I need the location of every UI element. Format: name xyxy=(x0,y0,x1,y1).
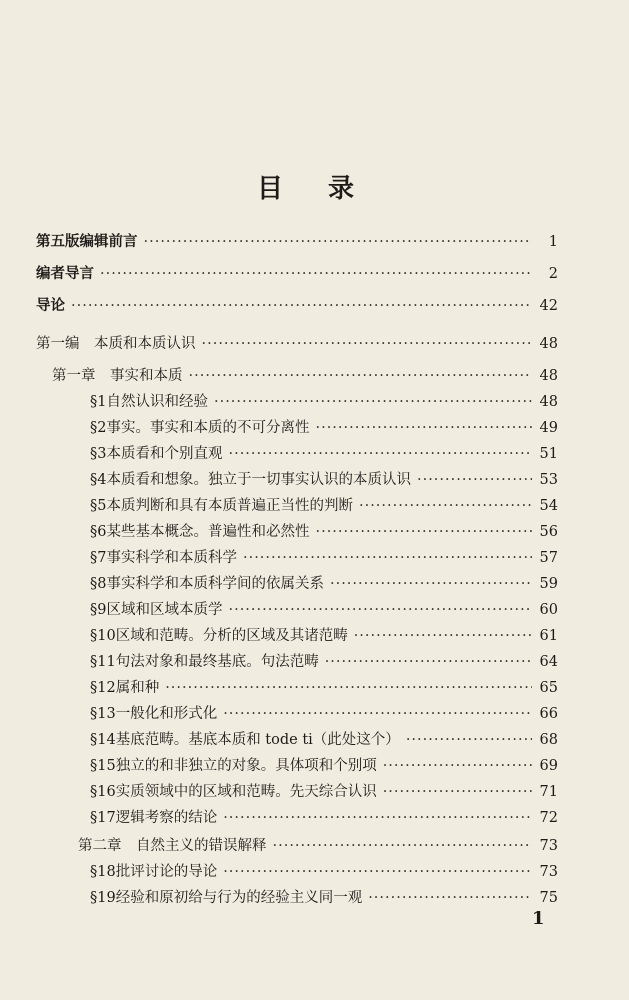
toc-page-number: 51 xyxy=(539,446,558,462)
toc-section xyxy=(90,652,558,672)
toc-entry-label: 事实科学和本质科学间的依属关系 xyxy=(106,576,324,592)
toc-section xyxy=(90,756,558,776)
toc-page-number: 75 xyxy=(539,890,558,906)
toc-entry xyxy=(36,264,558,284)
toc-entry-label: 导论 xyxy=(36,298,65,314)
toc-section xyxy=(90,548,558,568)
toc-entry-label: 自然认识和经验 xyxy=(106,394,208,410)
toc-page-number: 49 xyxy=(539,420,558,436)
toc-section-number: §11 xyxy=(90,654,116,670)
toc-entry-label: 句法对象和最终基底。句法范畴 xyxy=(115,654,319,670)
toc-entry-label: 区域和区域本质学 xyxy=(106,602,223,618)
toc-section xyxy=(90,704,558,724)
toc-page-number: 73 xyxy=(539,838,558,854)
toc-page-number: 48 xyxy=(539,368,558,384)
toc-section-number: §4 xyxy=(90,472,107,488)
toc-section-number: §15 xyxy=(90,758,116,774)
toc-section-number: §7 xyxy=(90,550,107,566)
toc-section xyxy=(90,626,558,646)
toc-section-number: §6 xyxy=(90,524,107,540)
toc-section-number: §19 xyxy=(90,890,116,906)
toc-entry-label: 独立的和非独立的对象。具体项和个别项 xyxy=(115,758,377,774)
toc-entry-label: 第五版编辑前言 xyxy=(36,234,138,250)
toc-entry-label: 事实。事实和本质的不可分离性 xyxy=(106,420,310,436)
toc-chapter-heading xyxy=(78,836,558,856)
toc-entry-label: 逻辑考察的结论 xyxy=(115,810,218,826)
toc-entry-label: 本质看和想象。独立于一切事实认识的本质认识 xyxy=(106,472,411,488)
toc-section xyxy=(90,574,558,594)
toc-section xyxy=(90,862,558,882)
toc-section xyxy=(90,730,558,750)
toc-section-number: §2 xyxy=(90,420,107,436)
toc-page-number: 64 xyxy=(539,654,558,670)
toc-section xyxy=(90,496,558,516)
toc-entry-label: 第一编 本质和本质认识 xyxy=(36,336,196,352)
page-number: 1 xyxy=(532,908,545,929)
toc-entry-label: 编者导言 xyxy=(36,266,94,282)
toc-page-number: 53 xyxy=(539,472,558,488)
toc-section-number: §10 xyxy=(90,628,116,644)
toc-entry-label: 第二章 自然主义的错误解释 xyxy=(78,838,267,854)
toc-page-number: 56 xyxy=(539,524,558,540)
toc-section xyxy=(90,600,558,620)
toc-entry-label: 一般化和形式化 xyxy=(115,706,218,722)
toc-entry xyxy=(36,232,558,252)
toc-entry xyxy=(36,296,558,316)
toc-page-number: 48 xyxy=(539,394,558,410)
toc-entry-label: 某些基本概念。普遍性和必然性 xyxy=(106,524,310,540)
toc-section xyxy=(90,678,558,698)
toc-page-number: 60 xyxy=(539,602,558,618)
toc-page-number: 71 xyxy=(539,784,558,800)
toc-entry-label: 基底范畴。基底本质和 tode ti（此处这个） xyxy=(115,732,400,748)
toc-page-number: 72 xyxy=(539,810,558,826)
toc-entry-label: 经验和原初给与行为的经验主义同一观 xyxy=(115,890,363,906)
toc-page-number: 65 xyxy=(539,680,558,696)
toc-entry-label: 实质领域中的区域和范畴。先天综合认识 xyxy=(115,784,377,800)
toc-entry-label: 事实科学和本质科学 xyxy=(106,550,237,566)
toc-section xyxy=(90,444,558,464)
toc-page-number: 59 xyxy=(539,576,558,592)
toc-page-number: 66 xyxy=(539,706,558,722)
toc-section xyxy=(90,392,558,412)
toc-section xyxy=(90,418,558,438)
toc-page-number: 57 xyxy=(539,550,558,566)
toc-page-number: 48 xyxy=(539,336,558,352)
toc-part-heading xyxy=(36,334,558,354)
toc-entry-label: 本质判断和具有本质普遍正当性的判断 xyxy=(106,498,353,514)
toc-page-number: 68 xyxy=(539,732,558,748)
toc-section-number: §8 xyxy=(90,576,107,592)
toc-section xyxy=(90,522,558,542)
toc-page-number: 73 xyxy=(539,864,558,880)
toc-page-number: 42 xyxy=(539,298,558,314)
toc-entry-label: 本质看和个别直观 xyxy=(106,446,223,462)
toc-section-number: §1 xyxy=(90,394,107,410)
toc-section xyxy=(90,782,558,802)
toc-entry-label: 批评讨论的导论 xyxy=(115,864,218,880)
page-title: 目 录 xyxy=(256,174,373,204)
toc-section xyxy=(90,808,558,828)
toc-section-number: §3 xyxy=(90,446,107,462)
toc-section xyxy=(90,470,558,490)
toc-page-number: 54 xyxy=(539,498,558,514)
toc-section-number: §18 xyxy=(90,864,116,880)
toc-section-number: §14 xyxy=(90,732,116,748)
toc-section-number: §12 xyxy=(90,680,116,696)
toc-section-number: §16 xyxy=(90,784,116,800)
toc-entry-label: 区域和范畴。分析的区域及其诸范畴 xyxy=(115,628,348,644)
toc-entry-label: 第一章 事实和本质 xyxy=(52,368,183,384)
toc-section xyxy=(90,888,558,908)
toc-page-number: 61 xyxy=(539,628,558,644)
toc-page-number: 69 xyxy=(539,758,558,774)
toc-section-number: §17 xyxy=(90,810,116,826)
toc-chapter-heading xyxy=(52,366,558,386)
toc-section-number: §5 xyxy=(90,498,107,514)
toc-section-number: §9 xyxy=(90,602,107,618)
toc-section-number: §13 xyxy=(90,706,116,722)
toc-page-number: 2 xyxy=(548,266,558,282)
toc-page-number: 1 xyxy=(548,234,558,250)
toc-entry-label: 属和种 xyxy=(115,680,160,696)
